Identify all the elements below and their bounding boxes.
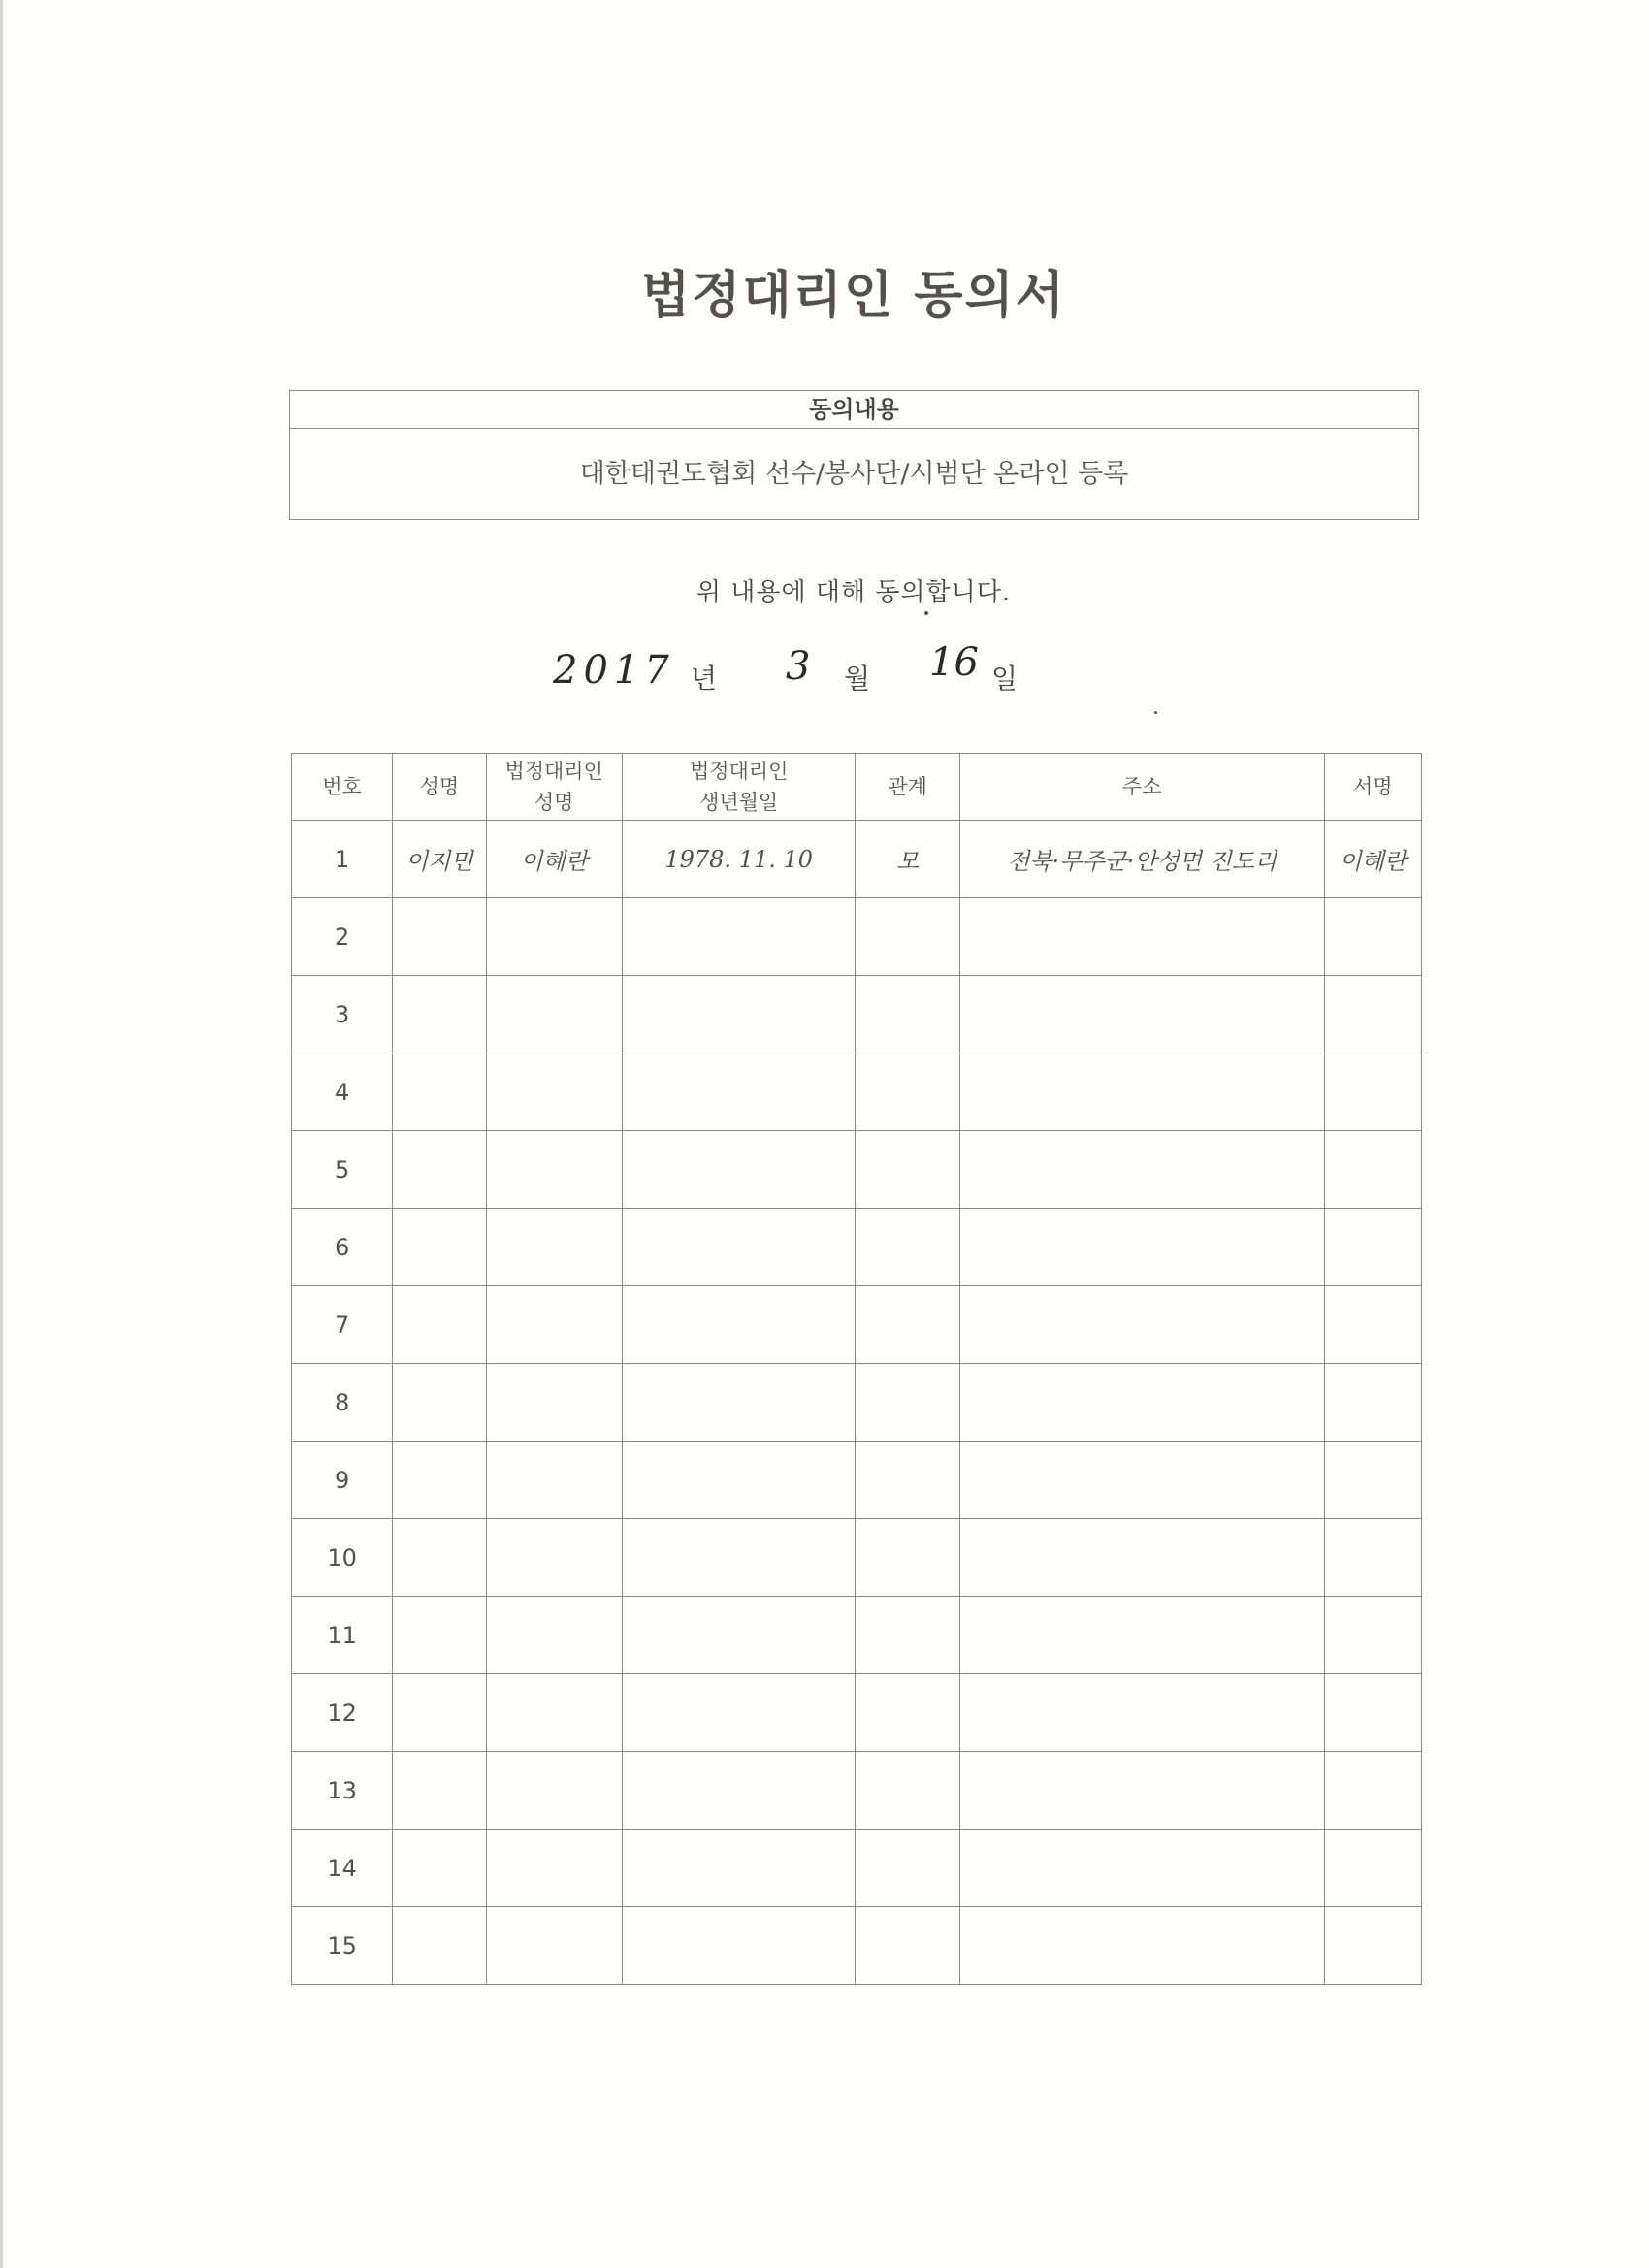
cell-rep-name <box>486 1907 622 1985</box>
cell-rep-birth <box>622 1131 856 1209</box>
header-rep-birth <box>622 754 856 821</box>
cell-no: 12 <box>292 1674 393 1752</box>
cell-rep-name <box>486 1830 622 1907</box>
cell-rep-birth <box>622 1907 856 1985</box>
cell-rep-name <box>486 1442 622 1519</box>
cell-signature <box>1324 1674 1421 1752</box>
cell-no: 13 <box>292 1752 393 1830</box>
header-rep-name-line1: 법정대리인 <box>504 760 603 783</box>
cell-rep-name <box>486 976 622 1053</box>
cell-no: 9 <box>292 1442 393 1519</box>
header-rep-name <box>486 754 622 821</box>
consent-header: 동의내용 <box>290 391 1418 429</box>
cell-rep-birth <box>622 1597 856 1674</box>
table-row <box>292 1519 1422 1597</box>
cell-relation <box>856 1364 959 1442</box>
cell-name <box>393 1442 486 1519</box>
table-row <box>292 1830 1422 1907</box>
date-row <box>543 640 1125 706</box>
cell-address <box>959 1597 1324 1674</box>
agree-statement: 위 내용에 대해 동의합니다. <box>695 578 1012 607</box>
cell-signature <box>1324 1752 1421 1830</box>
cell-address <box>959 976 1324 1053</box>
date-day: 16 <box>929 640 979 685</box>
header-signature: 서명 <box>1324 754 1421 821</box>
cell-signature <box>1324 1053 1421 1131</box>
cell-rep-name <box>486 1131 622 1209</box>
table-row <box>292 1209 1422 1286</box>
table-row <box>292 1907 1422 1985</box>
date-month-label: 월 <box>844 663 871 695</box>
cell-relation <box>856 1674 959 1752</box>
cell-no: 15 <box>292 1907 393 1985</box>
cell-no: 5 <box>292 1131 393 1209</box>
cell-rep-birth <box>622 1053 856 1131</box>
table-body <box>292 821 1422 1985</box>
cell-address <box>959 1907 1324 1985</box>
cell-signature <box>1324 976 1421 1053</box>
cell-name <box>393 1364 486 1442</box>
date-month: 3 <box>786 644 811 689</box>
table-row <box>292 1752 1422 1830</box>
ink-speck <box>1154 711 1157 714</box>
table-row <box>292 1674 1422 1752</box>
cell-rep-birth <box>622 1519 856 1597</box>
header-name: 성명 <box>393 754 486 821</box>
cell-name <box>393 1830 486 1907</box>
cell-rep-name <box>486 1053 622 1131</box>
cell-relation <box>856 1752 959 1830</box>
table-row <box>292 821 1422 898</box>
cell-relation: 모 <box>856 821 959 898</box>
cell-rep-birth <box>622 1286 856 1364</box>
cell-name <box>393 1209 486 1286</box>
cell-address <box>959 1131 1324 1209</box>
cell-rep-name <box>486 1519 622 1597</box>
cell-rep-birth <box>622 1442 856 1519</box>
cell-name <box>393 1907 486 1985</box>
date-year: 2017 <box>553 648 675 693</box>
cell-signature <box>1324 1364 1421 1442</box>
page-edge <box>0 0 3 2268</box>
table-row <box>292 1286 1422 1364</box>
table-row <box>292 1442 1422 1519</box>
cell-rep-birth <box>622 1752 856 1830</box>
consent-box <box>289 390 1419 520</box>
table-row <box>292 1597 1422 1674</box>
cell-relation <box>856 1597 959 1674</box>
registration-table <box>291 753 1422 1985</box>
cell-signature <box>1324 1442 1421 1519</box>
cell-address <box>959 1053 1324 1131</box>
table-row <box>292 1364 1422 1442</box>
table-header-row <box>292 754 1422 821</box>
table-row <box>292 1053 1422 1131</box>
cell-rep-birth <box>622 1209 856 1286</box>
cell-relation <box>856 1209 959 1286</box>
cell-address <box>959 1364 1324 1442</box>
cell-name <box>393 1131 486 1209</box>
cell-signature <box>1324 898 1421 976</box>
cell-relation <box>856 1286 959 1364</box>
table-row <box>292 898 1422 976</box>
cell-address <box>959 1286 1324 1364</box>
cell-signature <box>1324 1597 1421 1674</box>
cell-rep-birth <box>622 898 856 976</box>
cell-address <box>959 1830 1324 1907</box>
cell-relation <box>856 1830 959 1907</box>
header-rep-name-line2: 성명 <box>534 791 574 814</box>
cell-rep-name <box>486 1209 622 1286</box>
cell-relation <box>856 1519 959 1597</box>
cell-no: 3 <box>292 976 393 1053</box>
cell-rep-birth <box>622 1364 856 1442</box>
cell-rep-birth <box>622 976 856 1053</box>
cell-no: 7 <box>292 1286 393 1364</box>
cell-rep-name <box>486 1752 622 1830</box>
cell-name <box>393 1674 486 1752</box>
cell-rep-birth: 1978. 11. 10 <box>622 821 856 898</box>
header-address: 주소 <box>959 754 1324 821</box>
table-row <box>292 976 1422 1053</box>
cell-rep-name <box>486 898 622 976</box>
cell-name <box>393 1286 486 1364</box>
table-row <box>292 1131 1422 1209</box>
cell-rep-name <box>486 1597 622 1674</box>
cell-rep-name <box>486 1286 622 1364</box>
cell-rep-birth <box>622 1830 856 1907</box>
cell-no: 2 <box>292 898 393 976</box>
ink-speck <box>924 611 928 615</box>
cell-address <box>959 1209 1324 1286</box>
cell-relation <box>856 1131 959 1209</box>
cell-address <box>959 1519 1324 1597</box>
header-relation: 관계 <box>856 754 959 821</box>
cell-relation <box>856 1907 959 1985</box>
cell-address <box>959 1442 1324 1519</box>
consent-content: 대한태권도협회 선수/봉사단/시범단 온라인 등록 <box>579 459 1129 489</box>
cell-address <box>959 898 1324 976</box>
date-year-label: 년 <box>691 663 718 695</box>
cell-rep-name <box>486 1674 622 1752</box>
header-rep-birth-line1: 법정대리인 <box>689 760 789 783</box>
cell-signature <box>1324 1907 1421 1985</box>
cell-no: 10 <box>292 1519 393 1597</box>
cell-name <box>393 976 486 1053</box>
cell-address <box>959 1674 1324 1752</box>
cell-name: 이지민 <box>393 821 486 898</box>
cell-signature <box>1324 1519 1421 1597</box>
cell-rep-name <box>486 1364 622 1442</box>
header-no: 번호 <box>292 754 393 821</box>
cell-no: 1 <box>292 821 393 898</box>
cell-relation <box>856 976 959 1053</box>
cell-rep-birth <box>622 1674 856 1752</box>
cell-relation <box>856 1053 959 1131</box>
cell-rep-name: 이혜란 <box>486 821 622 898</box>
cell-signature <box>1324 1209 1421 1286</box>
cell-address <box>959 1752 1324 1830</box>
cell-no: 8 <box>292 1364 393 1442</box>
cell-name <box>393 898 486 976</box>
cell-name <box>393 1752 486 1830</box>
cell-no: 4 <box>292 1053 393 1131</box>
document-title: 법정대리인 동의서 <box>641 266 1066 325</box>
cell-signature <box>1324 1131 1421 1209</box>
cell-signature: 이혜란 <box>1324 821 1421 898</box>
header-rep-birth-line2: 생년월일 <box>699 791 779 814</box>
cell-name <box>393 1519 486 1597</box>
cell-relation <box>856 1442 959 1519</box>
cell-name <box>393 1053 486 1131</box>
cell-signature <box>1324 1286 1421 1364</box>
cell-signature <box>1324 1830 1421 1907</box>
cell-no: 6 <box>292 1209 393 1286</box>
cell-no: 14 <box>292 1830 393 1907</box>
cell-no: 11 <box>292 1597 393 1674</box>
cell-relation <box>856 898 959 976</box>
cell-name <box>393 1597 486 1674</box>
date-day-label: 일 <box>991 663 1018 695</box>
cell-address: 전북·무주군·안성면 진도리 <box>959 821 1324 898</box>
